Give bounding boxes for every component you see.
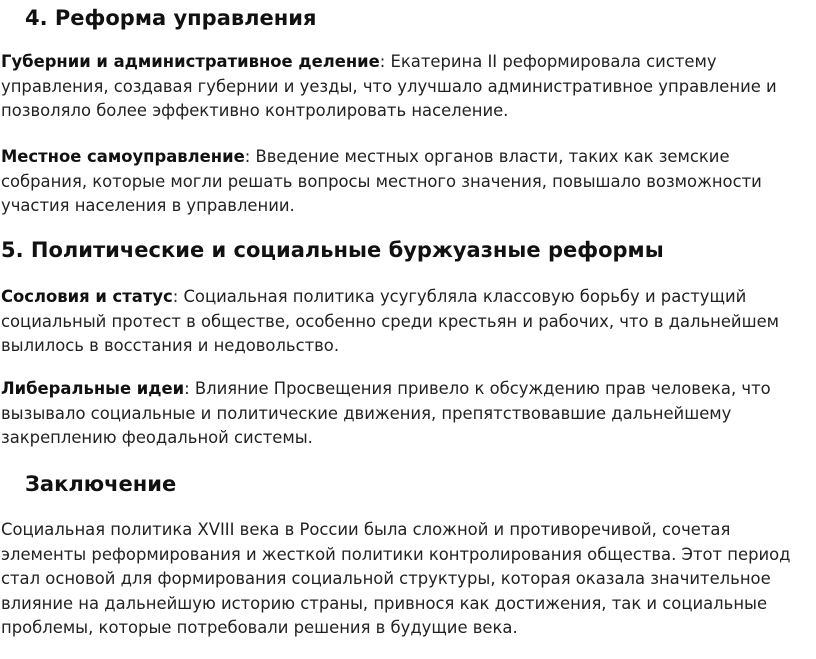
section-heading-governance-reform: 4. Реформа управления [25, 6, 317, 30]
term-provinces: Губернии и административное деление [1, 52, 380, 71]
text-provinces: : Екатерина II реформировала систему управления, создавая губернии и уезды, что улучшало административное управление и позволяло более эффективно контролировать население. [1, 52, 777, 120]
paragraph-liberal-ideas [1, 377, 813, 451]
section-heading-conclusion: Заключение [25, 472, 177, 496]
text-local-government: : Введение местных органов власти, таких как земские собрания, которые могли решать вопросы местного значения, повышало возможности участия населения в управлении. [1, 147, 762, 215]
section-heading-political-social-reforms: 5. Политические и социальные буржуазные реформы [1, 238, 664, 262]
paragraph-provinces [1, 50, 813, 124]
text-conclusion: Социальная политика XVIII века в России была сложной и противоречивой, сочетая элементы реформирования и жесткой политики контролирования общества. Этот период стал основой для формирования социальной структуры, которая оказала значительное влияние на дальнейшую историю страны, привнося как достижения, так и социальные проблемы, которые потребовали решения в будущие века. [1, 520, 791, 637]
paragraph-estates-status [1, 285, 813, 359]
text-liberal-ideas: : Влияние Просвещения привело к обсуждению прав человека, что вызывало социальные и политические движения, препятствовавшие дальнейшему закреплению феодальной системы. [1, 379, 771, 447]
term-estates-status: Сословия и статус [1, 287, 173, 306]
paragraph-conclusion [1, 518, 813, 641]
term-local-government: Местное самоуправление [1, 147, 245, 166]
term-liberal-ideas: Либеральные идеи [1, 379, 185, 398]
paragraph-local-government [1, 145, 813, 219]
text-estates-status: : Социальная политика усугубляла классовую борьбу и растущий социальный протест в обществе, особенно среди крестьян и рабочих, что в дальнейшем вылилось в восстания и недовольство. [1, 287, 780, 355]
